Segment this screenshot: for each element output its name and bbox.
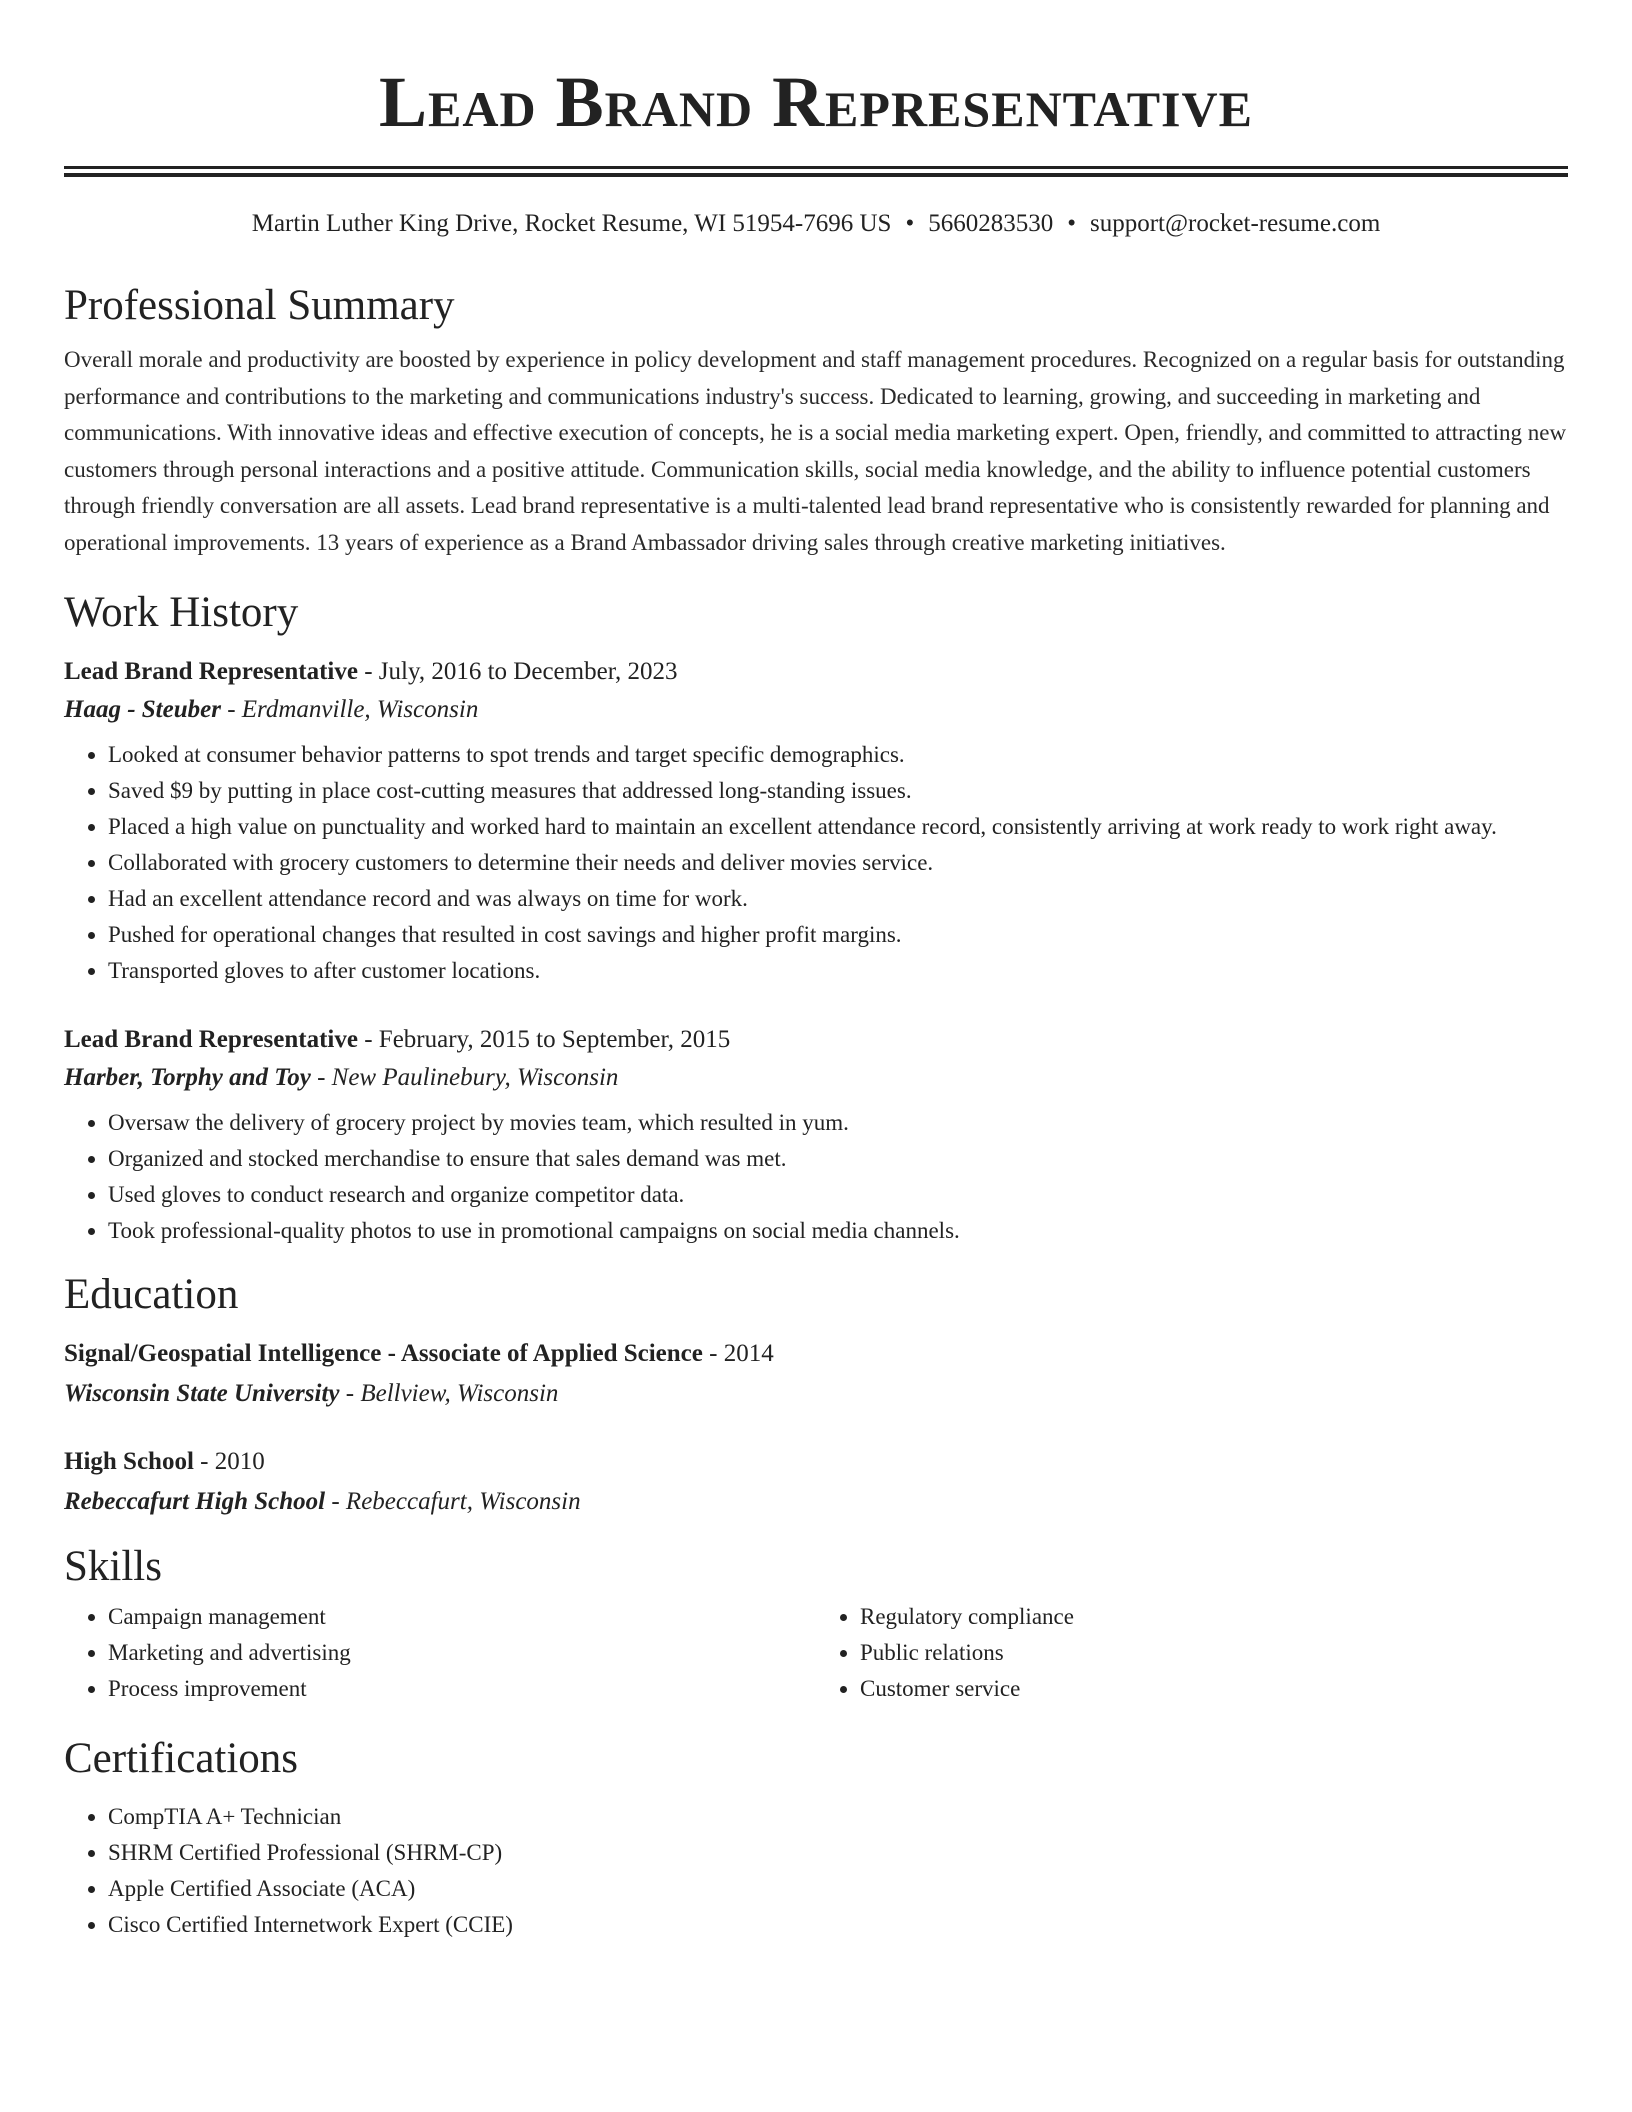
list-item: • Used gloves to conduct research and organize competitor data. xyxy=(108,1177,1568,1213)
resume-title: Lead Brand Representative xyxy=(379,62,1253,142)
education-heading: Education xyxy=(64,1271,239,1318)
job-location: - New Paulinebury, Wisconsin xyxy=(310,1064,619,1091)
certification-item: • SHRM Certified Professional (SHRM-CP) xyxy=(108,1835,1568,1871)
list-item: • Organized and stocked merchandise to ensure that sales demand was met. xyxy=(108,1141,1568,1177)
job-title: Lead Brand Representative xyxy=(64,1026,358,1053)
job-bullets xyxy=(64,737,1568,989)
job-dates: - February, 2015 to September, 2015 xyxy=(357,1026,731,1053)
education-entry xyxy=(64,1335,1568,1413)
skill-item: • Public relations xyxy=(860,1635,1568,1671)
skills-heading: Skills xyxy=(64,1543,162,1590)
list-item: • Took professional-quality photos to use in promotional campaigns on social media channels. xyxy=(108,1213,1568,1249)
contact-separator: • xyxy=(905,210,915,237)
certification-item: • Apple Certified Associate (ACA) xyxy=(108,1871,1568,1907)
job-company-line xyxy=(64,1059,1568,1097)
skill-item: • Process improvement xyxy=(108,1671,816,1707)
job-company: Harber, Torphy and Toy xyxy=(64,1064,311,1091)
list-item: • Looked at consumer behavior patterns to spot trends and target specific demographics. xyxy=(108,737,1568,773)
education-location: - Bellview, Wisconsin xyxy=(339,1380,559,1407)
education-degree-line xyxy=(64,1335,1568,1373)
list-item: • Oversaw the delivery of grocery project by movies team, which resulted in yum. xyxy=(108,1105,1568,1141)
certification-item: • CompTIA A+ Technician xyxy=(108,1799,1568,1835)
summary-heading: Professional Summary xyxy=(64,282,455,329)
education-school-line xyxy=(64,1483,1568,1521)
skill-item: • Campaign management xyxy=(108,1599,816,1635)
skills-grid xyxy=(64,1599,1568,1707)
certification-item: • Cisco Certified Internetwork Expert (CCIE) xyxy=(108,1907,1568,1943)
summary-text: Overall morale and productivity are boosted by experience in policy development and staff management procedures. Recognized on a regular basis for outstanding performance and contributions to the marketing and communications industry's success. Dedicated to learning, growing, and succeeding in marketing and communications. With innovative ideas and effective execution of concepts, he is a social media marketing expert. Open, friendly, and committed to attracting new customers through personal interactions and a positive attitude. Communication skills, social media knowledge, and the ability to influence potential customers through friendly conversation are all assets. Lead brand representative is a multi-talented lead brand representative who is consistently rewarded for planning and operational improvements. 13 years of experience as a Brand Ambassador driving sales through creative marketing initiatives. xyxy=(64,347,1567,555)
skills-column-right xyxy=(816,1599,1568,1707)
contact-address: Martin Luther King Drive, Rocket Resume, WI 51954-7696 US xyxy=(251,210,892,237)
job-entry xyxy=(64,1021,1568,1249)
job-bullets xyxy=(64,1105,1568,1249)
list-item: • Pushed for operational changes that resulted in cost savings and higher profit margins. xyxy=(108,917,1568,953)
certifications-list xyxy=(64,1799,1568,1943)
skill-item: • Regulatory compliance xyxy=(860,1599,1568,1635)
education-degree: High School xyxy=(64,1448,194,1475)
list-item: • Saved $9 by putting in place cost-cutting measures that addressed long-standing issues. xyxy=(108,773,1568,809)
job-title-line xyxy=(64,1021,1568,1059)
contact-separator: • xyxy=(1067,210,1076,237)
education-school: Rebeccafurt High School xyxy=(64,1488,326,1515)
job-company: Haag - Steuber xyxy=(64,696,221,723)
job-entry xyxy=(64,653,1568,989)
skill-item: • Customer service xyxy=(860,1671,1568,1707)
education-degree-line xyxy=(64,1443,1568,1481)
work-history-heading: Work History xyxy=(64,589,299,636)
title-double-rule xyxy=(64,166,1568,177)
job-dates: - July, 2016 to December, 2023 xyxy=(357,658,678,685)
education-location: - Rebeccafurt, Wisconsin xyxy=(325,1488,581,1515)
education-school-line xyxy=(64,1375,1568,1413)
skills-column-left xyxy=(64,1599,816,1707)
education-year: - 2014 xyxy=(702,1340,774,1367)
certifications-heading: Certifications xyxy=(64,1735,299,1782)
contact-line xyxy=(64,208,1568,240)
list-item: • Collaborated with grocery customers to determine their needs and deliver movies service. xyxy=(108,845,1568,881)
education-degree: Signal/Geospatial Intelligence - Associate of Applied Science xyxy=(64,1340,703,1367)
education-year: - 2010 xyxy=(193,1448,265,1475)
job-location: - Erdmanville, Wisconsin xyxy=(220,696,479,723)
job-company-line xyxy=(64,691,1568,729)
skill-item: • Marketing and advertising xyxy=(108,1635,816,1671)
list-item: • Placed a high value on punctuality and worked hard to maintain an excellent attendance record, consistently arriving at work ready to work right away. xyxy=(108,809,1568,845)
contact-email: support@rocket-resume.com xyxy=(1089,210,1381,237)
education-school: Wisconsin State University xyxy=(64,1380,340,1407)
job-title-line xyxy=(64,653,1568,691)
education-entry xyxy=(64,1443,1568,1521)
contact-phone: 5660283530 xyxy=(928,210,1054,237)
list-item: • Had an excellent attendance record and was always on time for work. xyxy=(108,881,1568,917)
job-title: Lead Brand Representative xyxy=(64,658,358,685)
list-item: • Transported gloves to after customer locations. xyxy=(108,953,1568,989)
